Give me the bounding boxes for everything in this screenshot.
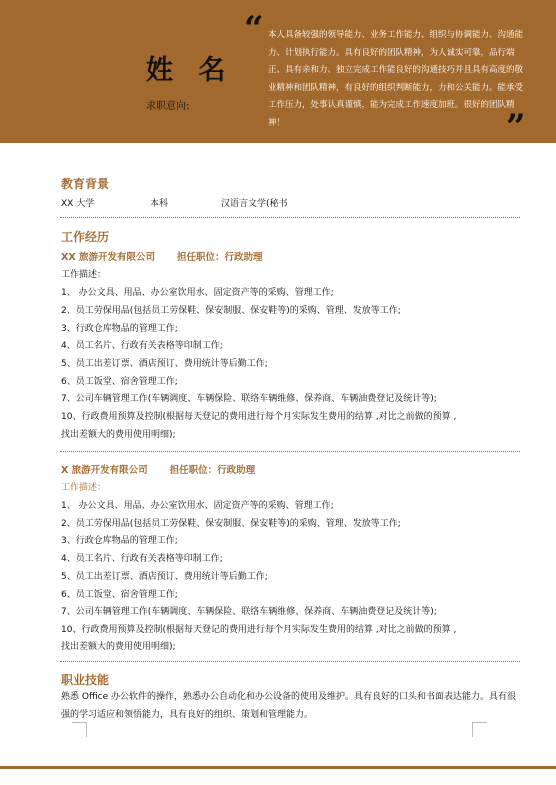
section-divider: [60, 217, 520, 218]
job-2-item: 1、 办公文具、用品、办公室饮用水、固定资产等的采购、管理工作;: [61, 501, 334, 511]
job-1-item: 7、公司车辆管理工作(车辆调度、车辆保险、联络车辆维修、保养商、车辆油费登记及统计等);: [61, 394, 437, 404]
job-1-item: 4、员工名片、行政有关表格等印制工作;: [61, 341, 223, 351]
job-intent-label: 求职意向:: [146, 101, 190, 112]
job-1-item: 5、员工出差订票、酒店预订、费用统计等后勤工作;: [61, 359, 268, 369]
education-major: 汉语言文学(秘书: [221, 199, 288, 209]
job-1-item: 6、员工饭堂、宿舍管理工作;: [61, 377, 178, 387]
job-2-item: 6、员工饭堂、宿舍管理工作;: [61, 590, 178, 600]
job-2-header: [61, 462, 255, 476]
job-2-item: 4、员工名片、行政有关表格等印制工作;: [61, 554, 223, 564]
job-2-item: 找出差额大的费用使用明细);: [61, 642, 176, 652]
section-divider: [60, 661, 520, 662]
job-2-company: X 旅游开发有限公司: [61, 465, 148, 476]
footer-bar: [0, 766, 556, 769]
job-2-item: 10、行政费用预算及控制(根据每天登记的费用进行每个月实际发生费用的结算 ,对比之前做的预算 ,: [61, 625, 457, 635]
page-corner-mark: [72, 722, 87, 737]
job-1-item: 10、行政费用预算及控制(根据每天登记的费用进行每个月实际发生费用的结算 ,对比之前做的预算 ,: [61, 412, 457, 422]
job-1-header: [61, 249, 262, 263]
education-school: XX 大学: [61, 199, 95, 209]
education-title: 教育背景: [61, 177, 110, 191]
close-quote-mark: ”: [506, 107, 526, 147]
skills-title: 职业技能: [61, 673, 110, 687]
page-corner-mark: [472, 722, 487, 737]
job-1-item: 3、行政仓库物品的管理工作;: [61, 324, 178, 334]
skills-text: 熟悉 Office 办公软件的操作，熟悉办公自动化和办公设备的使用及维护。具有良好的口头和书面表达能力。具有很强的学习适应和领悟能力，具有良好的组织、策划和管理能力。: [61, 692, 516, 720]
candidate-name: 姓 名: [146, 55, 234, 86]
job-1-role: 担任职位：行政助理: [176, 252, 263, 263]
job-2-item: 5、员工出差订票、酒店预订、费用统计等后勤工作;: [61, 572, 268, 582]
job-1-desc-label: 工作描述：: [61, 270, 107, 280]
experience-title: 工作经历: [61, 230, 110, 244]
job-2-item: 2、员工劳保用品(包括员工劳保鞋、保安制服、保安鞋等)的采购、管理、发放等工作;: [61, 519, 401, 529]
self-introduction: 本人具备较强的领导能力、业务工作能力、组织与协调能力、沟通能力、计划执行能力。具有良好的团队精神，为人诚实可靠，品行端正、具有亲和力、独立完成工作能良好的沟通技巧并且具有高度的敬业精神和团队精神，有良好的组织判断能力，力和公关能力。能承受工作压力，处事认真谨慎，能为完成工作速度加班。很好的团队精神！: [268, 30, 524, 128]
job-2-item: 7、公司车辆管理工作(车辆调度、车辆保险、联络车辆维修、保养商、车辆油费登记及统计等);: [61, 607, 437, 617]
job-1-item: 1、 办公文具、用品、办公室饮用水、固定资产等的采购、管理工作;: [61, 288, 334, 298]
section-divider: [60, 451, 520, 452]
open-quote-mark: “: [244, 9, 264, 49]
job-1-item: 2、员工劳保用品(包括员工劳保鞋、保安制服、保安鞋等)的采购、管理、发放等工作;: [61, 306, 401, 316]
job-1-company: XX 旅游开发有限公司: [61, 252, 155, 263]
job-2-item: 3、行政仓库物品的管理工作;: [61, 536, 178, 546]
job-2-desc-label: 工作描述：: [61, 483, 107, 493]
job-1-item: 找出差额大的费用使用明细);: [61, 430, 176, 440]
education-degree: 本科: [150, 199, 169, 209]
job-2-role: 担任职位：行政助理: [169, 465, 256, 476]
